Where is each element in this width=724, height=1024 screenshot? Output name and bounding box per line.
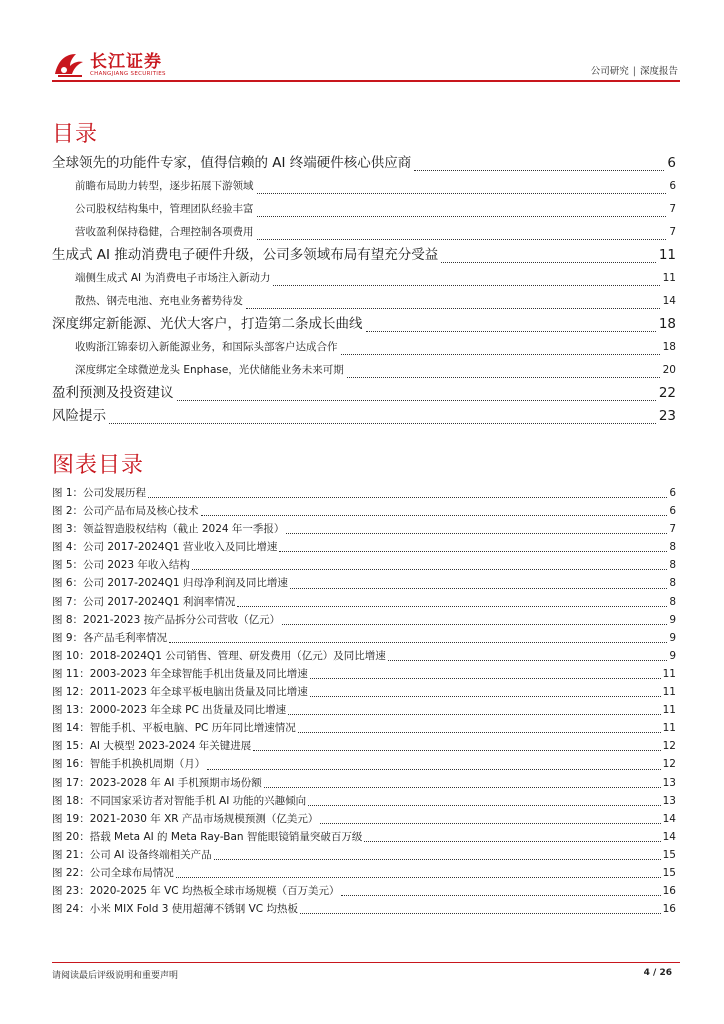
dot-leader (237, 606, 667, 607)
figure-entry-label: 图 2：公司产品布局及核心技术 (52, 505, 199, 518)
dot-leader (176, 877, 661, 878)
figure-entry-label: 图 23：2020-2025 年 VC 均热板全球市场规模（百万美元） (52, 885, 340, 898)
figure-entry[interactable] (52, 900, 676, 918)
toc-entry-section[interactable] (52, 267, 676, 290)
figure-entry[interactable] (52, 593, 676, 611)
dot-leader (320, 823, 660, 824)
dot-leader (290, 588, 667, 589)
figure-entry-page: 15 (662, 866, 676, 879)
table-of-contents (52, 152, 676, 428)
figure-entry[interactable] (52, 647, 676, 665)
dot-leader (300, 913, 661, 914)
dot-leader (169, 642, 667, 643)
dot-leader (253, 750, 660, 751)
figure-entry-label: 图 5：公司 2023 年收入结构 (52, 559, 190, 572)
figure-list (52, 484, 676, 918)
figure-entry-label: 图 21：公司 AI 设备终端相关产品 (52, 848, 212, 861)
figure-entry-label: 图 20：搭载 Meta AI 的 Meta Ray-Ban 智能眼镜销量突破百万级 (52, 830, 363, 843)
dot-leader (246, 308, 660, 309)
figure-entry-page: 8 (669, 595, 676, 608)
figure-entry-label: 图 12：2011-2023 年全球平板电脑出货量及同比增速 (52, 686, 308, 699)
toc-entry-label: 风险提示 (52, 408, 106, 424)
dot-leader (192, 569, 667, 570)
figure-entry[interactable] (52, 665, 676, 683)
figure-entry-page: 11 (662, 704, 676, 717)
figure-entry[interactable] (52, 846, 676, 864)
dot-leader (177, 400, 656, 401)
toc-entry-page: 6 (667, 155, 676, 171)
figure-entry[interactable] (52, 774, 676, 792)
dot-leader (347, 377, 660, 378)
dot-leader (288, 714, 661, 715)
dot-leader (201, 515, 668, 516)
figure-entry-page: 7 (669, 523, 676, 536)
page-header (52, 48, 680, 82)
dot-leader (388, 660, 668, 661)
dot-leader (341, 354, 660, 355)
toc-entry-label: 深度绑定新能源、光伏大客户，打造第二条成长曲线 (52, 316, 363, 332)
figure-entry-page: 11 (662, 667, 676, 680)
figure-entry-label: 图 4：公司 2017-2024Q1 营业收入及同比增速 (52, 541, 278, 554)
dot-leader (257, 193, 667, 194)
figure-entry[interactable] (52, 864, 676, 882)
figure-entry[interactable] (52, 574, 676, 592)
figure-entry-page: 8 (669, 559, 676, 572)
toc-entry-chapter[interactable] (52, 313, 676, 336)
figure-entry-label: 图 17：2023-2028 年 AI 手机预期市场份额 (52, 776, 262, 789)
dot-leader (364, 841, 660, 842)
brand-name-cn: 长江证券 (90, 51, 162, 72)
figure-entry-label: 图 14：智能手机、平板电脑、PC 历年同比增速情况 (52, 722, 296, 735)
figure-entry-label: 图 24：小米 MIX Fold 3 使用超薄不锈钢 VC 均热板 (52, 903, 298, 916)
toc-entry-page: 7 (669, 203, 676, 215)
figure-entry-label: 图 10：2018-2024Q1 公司销售、管理、研发费用（亿元）及同比增速 (52, 649, 386, 662)
figure-entry[interactable] (52, 810, 676, 828)
dot-leader (109, 423, 656, 424)
figure-entry[interactable] (52, 538, 676, 556)
toc-entry-page: 23 (658, 408, 676, 424)
toc-entry-page: 18 (658, 316, 676, 332)
figure-entry[interactable] (52, 484, 676, 502)
figure-entry[interactable] (52, 882, 676, 900)
toc-entry-page: 6 (669, 180, 676, 192)
figure-entry[interactable] (52, 737, 676, 755)
dot-leader (257, 216, 667, 217)
toc-entry-page: 20 (662, 364, 676, 376)
figure-entry-page: 9 (669, 613, 676, 626)
category-label: 公司研究 (590, 66, 629, 77)
figure-entry-page: 14 (662, 812, 676, 825)
figure-entry-label: 图 6：公司 2017-2024Q1 归母净利润及同比增速 (52, 577, 288, 590)
figure-entry-page: 9 (669, 631, 676, 644)
dot-leader (264, 787, 661, 788)
figure-entry[interactable] (52, 719, 676, 737)
dot-leader (414, 170, 664, 171)
dot-leader (310, 696, 661, 697)
toc-entry-label: 散热、钢壳电池、充电业务蓄势待发 (75, 295, 243, 307)
toc-entry-chapter[interactable] (52, 244, 676, 267)
report-category (591, 63, 678, 77)
figure-entry[interactable] (52, 520, 676, 538)
dot-leader (441, 262, 656, 263)
dot-leader (282, 624, 667, 625)
figure-entry-page: 15 (662, 848, 676, 861)
toc-entry-section[interactable] (52, 290, 676, 313)
changjiang-logo-icon (52, 50, 86, 80)
figure-entry-label: 图 16：智能手机换机周期（月） (52, 758, 206, 771)
figure-entry[interactable] (52, 683, 676, 701)
dot-leader (298, 732, 661, 733)
footer-divider (52, 962, 680, 963)
toc-entry-section[interactable] (52, 221, 676, 244)
figure-entry-page: 16 (662, 903, 676, 916)
toc-entry-label: 收购浙江锦泰切入新能源业务，和国际头部客户达成合作 (75, 341, 338, 353)
figure-entry-page: 11 (662, 722, 676, 735)
figure-entry-page: 11 (662, 686, 676, 699)
figure-entry-page: 9 (669, 649, 676, 662)
figure-entry-page: 13 (662, 776, 676, 789)
toc-entry-page: 22 (658, 385, 676, 401)
brand-logo (52, 50, 166, 80)
footer-disclaimer: 请阅读最后评级说明和重要声明 (52, 971, 179, 981)
figure-entry-label: 图 7：公司 2017-2024Q1 利润率情况 (52, 595, 236, 608)
figure-entry-label: 图 8：2021-2023 按产品拆分公司营收（亿元） (52, 613, 281, 626)
figure-entry[interactable] (52, 792, 676, 810)
figure-entry-page: 6 (669, 487, 676, 499)
dot-leader (279, 551, 667, 552)
figure-entry-label: 图 1：公司发展历程 (52, 487, 147, 499)
toc-entry-chapter[interactable] (52, 382, 676, 405)
figure-entry-page: 6 (669, 505, 676, 518)
figure-entry-label: 图 18：不同国家采访者对智能手机 AI 功能的兴趣倾向 (52, 794, 307, 807)
toc-entry-label: 公司股权结构集中，管理团队经验丰富 (75, 203, 254, 215)
figure-entry-page: 13 (662, 794, 676, 807)
figure-entry[interactable] (52, 502, 676, 520)
figure-entry-label: 图 9：各产品毛利率情况 (52, 631, 168, 644)
figure-entry[interactable] (52, 611, 676, 629)
figure-entry-label: 图 11：2003-2023 年全球智能手机出货量及同比增速 (52, 667, 308, 680)
dot-leader (341, 895, 660, 896)
toc-entry-page: 14 (662, 295, 676, 307)
toc-title: 目录 (52, 122, 99, 147)
toc-entry-section[interactable] (52, 175, 676, 198)
figure-entry-label: 图 3：领益智造股权结构（截止 2024 年一季报） (52, 523, 285, 536)
figures-title: 图表目录 (52, 453, 145, 478)
figure-entry-page: 8 (669, 541, 676, 554)
header-separator: | (632, 66, 636, 77)
toc-entry-section[interactable] (52, 359, 676, 382)
figure-entry[interactable] (52, 755, 676, 773)
report-type-label: 深度报告 (639, 66, 678, 77)
dot-leader (286, 533, 667, 534)
toc-entry-label: 全球领先的功能件专家，值得信赖的 AI 终端硬件核心供应商 (52, 155, 412, 171)
toc-entry-section[interactable] (52, 198, 676, 221)
header-divider (52, 80, 680, 82)
toc-entry-label: 营收盈利保持稳健，合理控制各项费用 (75, 226, 254, 238)
figure-entry-page: 16 (662, 885, 676, 898)
dot-leader (310, 678, 661, 679)
dot-leader (214, 859, 661, 860)
toc-entry-label: 盈利预测及投资建议 (52, 385, 174, 401)
figure-entry[interactable] (52, 701, 676, 719)
figure-entry-page: 14 (662, 830, 676, 843)
figure-entry[interactable] (52, 556, 676, 574)
dot-leader (207, 769, 660, 770)
dot-leader (273, 285, 659, 286)
toc-entry-page: 11 (658, 247, 676, 263)
toc-entry-section[interactable] (52, 336, 676, 359)
figure-entry-page: 12 (662, 740, 676, 753)
figure-entry[interactable] (52, 828, 676, 846)
figure-entry-label: 图 22：公司全球布局情况 (52, 866, 174, 879)
page-number: 4 / 26 (643, 968, 672, 978)
brand-name-en: CHANGJIANG SECURITIES (90, 70, 166, 77)
dot-leader (257, 239, 667, 240)
toc-entry-page: 18 (662, 341, 676, 353)
toc-entry-chapter[interactable] (52, 152, 676, 175)
toc-entry-label: 前瞻布局助力转型，逐步拓展下游领域 (75, 180, 254, 192)
figure-entry-label: 图 13：2000-2023 年全球 PC 出货量及同比增速 (52, 704, 287, 717)
figure-entry[interactable] (52, 629, 676, 647)
toc-entry-chapter[interactable] (52, 405, 676, 428)
figure-entry-label: 图 15：AI 大模型 2023-2024 年关键进展 (52, 740, 252, 753)
figure-entry-page: 12 (662, 758, 676, 771)
toc-entry-page: 11 (662, 272, 676, 284)
figure-entry-page: 8 (669, 577, 676, 590)
figure-entry-label: 图 19：2021-2030 年 XR 产品市场规模预测（亿美元） (52, 812, 319, 825)
dot-leader (308, 805, 660, 806)
toc-entry-label: 生成式 AI 推动消费电子硬件升级，公司多领域布局有望充分受益 (52, 247, 439, 263)
dot-leader (148, 497, 667, 498)
toc-entry-label: 深度绑定全球微逆龙头 Enphase，光伏储能业务未来可期 (75, 364, 344, 376)
toc-entry-page: 7 (669, 226, 676, 238)
toc-entry-label: 端侧生成式 AI 为消费电子市场注入新动力 (75, 272, 271, 284)
dot-leader (366, 331, 656, 332)
